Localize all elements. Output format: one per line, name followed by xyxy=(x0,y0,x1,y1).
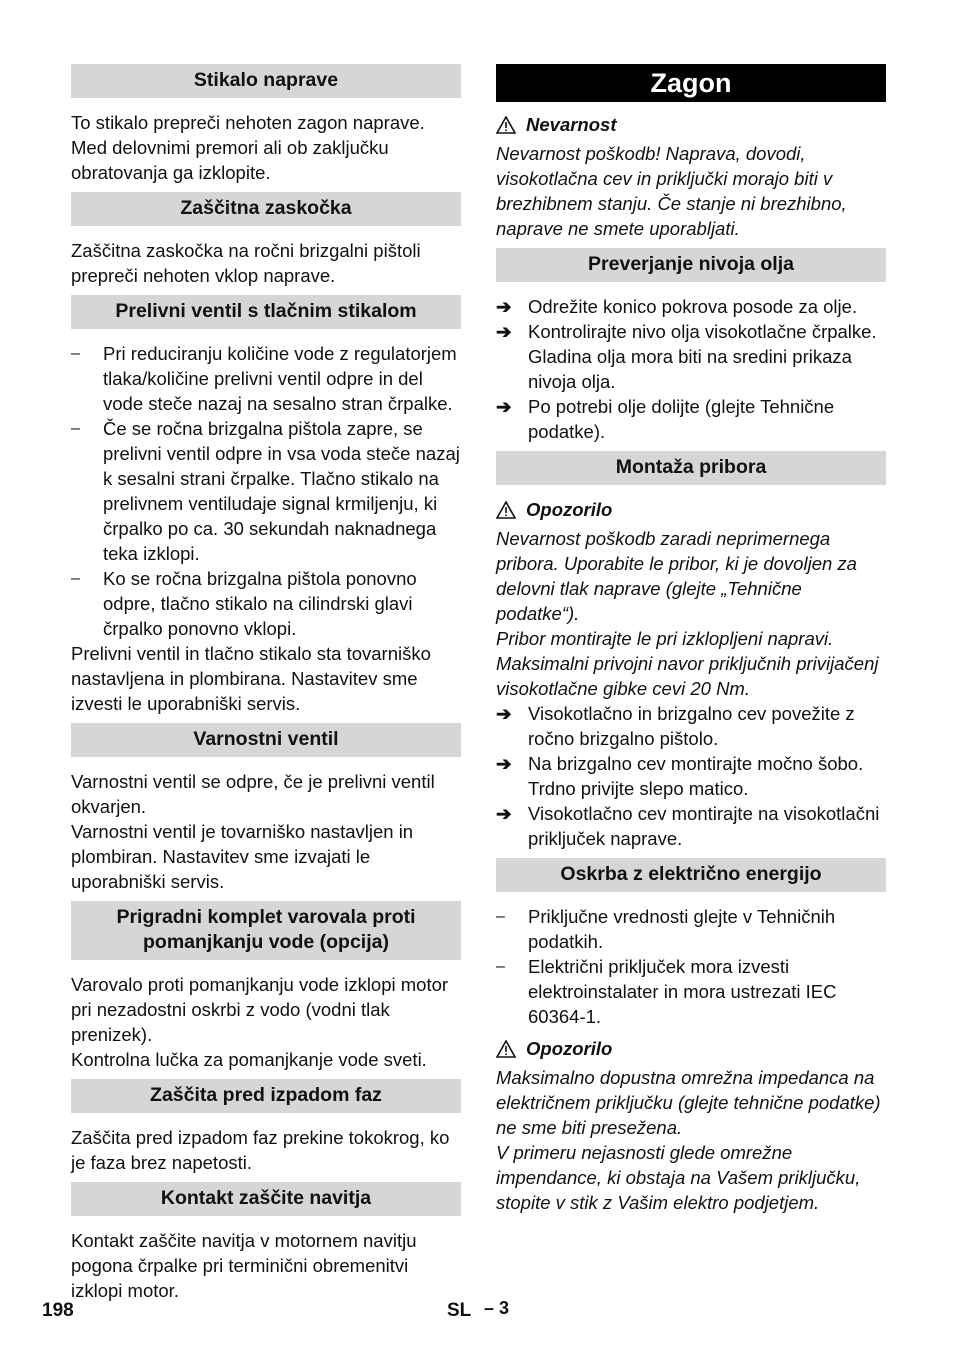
step-item xyxy=(496,394,886,444)
paragraph: Varnostni ventil se odpre, če je prelivni ventil okvarjen. xyxy=(71,771,435,817)
step-text: Na brizgalno cev montirajte močno šobo. Trdno privijte slepo matico. xyxy=(528,753,864,799)
warning-text: V primeru nejasnosti glede omrežne impendance, ki obstaja na Vašem priključku, stopite v stik z Vašim elektro podjetjem. xyxy=(496,1142,861,1213)
paragraph: To stikalo prepreči nehoten zagon naprave. Med delovnimi premori ali ob zaključku obratovanja ga izklopite. xyxy=(71,112,425,183)
heading-kontakt-zascite-navitja: Kontakt zaščite navitja xyxy=(71,1182,461,1216)
step-item xyxy=(496,701,886,751)
warning-text: Maksimalno dopustna omrežna impedanca na električnem priključku (glejte tehnične podatke) ne sme biti presežena. xyxy=(496,1067,881,1138)
warning-text: Nevarnost poškodb zaradi neprimernega pribora. Uporabite le pribor, ki je dovoljen za delovni tlak naprave (glejte „Tehnične podatke“). xyxy=(496,528,857,624)
paragraph: Prelivni ventil in tlačno stikalo sta tovarniško nastavljena in plombirana. Nastavitev sme izvesti le uporabniški servis. xyxy=(71,643,431,714)
arrow-right-icon: ➔ xyxy=(496,296,512,317)
list-item: – Ko se ročna brizgalna pištola ponovno odpre, tlačno stikalo na cilindrski glavi črpalko ponovno vklopi. xyxy=(71,566,461,641)
dash-list xyxy=(71,341,461,641)
paragraph: Zaščita pred izpadom faz prekine tokokrog, ko je faza brez napetosti. xyxy=(71,1127,450,1173)
step-list xyxy=(496,294,886,444)
heading-zascita-pred-izpadom-faz: Zaščita pred izpadom faz xyxy=(71,1079,461,1113)
section-page: – 3 xyxy=(484,1298,510,1318)
warning-label xyxy=(496,497,886,522)
arrow-right-icon: ➔ xyxy=(496,396,512,417)
arrow-right-icon: ➔ xyxy=(496,753,512,774)
warning-label-text: Opozorilo xyxy=(526,1038,613,1059)
list-item: – Priključne vrednosti glejte v Tehničnih podatkih. xyxy=(496,904,886,954)
step-list xyxy=(496,701,886,851)
list-item: – Pri reduciranju količine vode z regulatorjem tlaka/količine prelivni ventil odpre in del vode steče nazaj na sesalno stran črpalke. xyxy=(71,341,461,416)
warning-triangle-icon xyxy=(496,501,516,519)
dash-list xyxy=(496,904,886,1029)
warning-triangle-icon xyxy=(496,1040,516,1058)
step-text: Visokotlačno cev montirajte na visokotlačni priključek naprave. xyxy=(528,803,880,849)
heading-montaza-pribora: Montaža pribora xyxy=(496,451,886,485)
right-column xyxy=(496,64,886,1215)
heading-oskrba-z-elektricno-energijo: Oskrba z električno energijo xyxy=(496,858,886,892)
heading-stikalo-naprave: Stikalo naprave xyxy=(71,64,461,98)
arrow-right-icon: ➔ xyxy=(496,703,512,724)
arrow-right-icon: ➔ xyxy=(496,803,512,824)
list-item: – Če se ročna brizgalna pištola zapre, se prelivni ventil odpre in vsa voda steče nazaj k sesalni strani črpalke. Tlačno stikalo na prelivnem ventiludaje signal krmiljenju, ki črpalko po ca. 30 sekundah naknadnega teka izklopi. xyxy=(71,416,461,566)
heading-prelivni-ventil: Prelivni ventil s tlačnim stikalom xyxy=(71,295,461,329)
warning-text: Nevarnost poškodb! Naprava, dovodi, visokotlačna cev in priključki morajo biti v brezhibnem stanju. Če stanje ni brezhibno, naprave ne smete uporabljati. xyxy=(496,143,847,239)
step-item xyxy=(496,294,886,319)
language-code: SL xyxy=(447,1300,472,1321)
list-item: – Električni priključek mora izvesti elektroinstalater in mora ustrezati IEC 60364-1. xyxy=(496,954,886,1029)
paragraph: Kontrolna lučka za pomanjkanje vode sveti. xyxy=(71,1049,427,1070)
step-item xyxy=(496,751,886,801)
step-text: Kontrolirajte nivo olja visokotlačne črpalke. xyxy=(528,321,877,342)
step-item xyxy=(496,319,886,394)
warning-text: Pribor montirajte le pri izklopljeni napravi. xyxy=(496,628,834,649)
arrow-right-icon: ➔ xyxy=(496,321,512,342)
paragraph: Varovalo proti pomanjkanju vode izklopi motor pri nezadostni oskrbi z vodo (vodni tlak prenizek). xyxy=(71,974,449,1045)
paragraph: Zaščitna zaskočka na ročni brizgalni pištoli prepreči nehoten vklop naprave. xyxy=(71,240,421,286)
warning-label xyxy=(496,1036,886,1061)
left-column xyxy=(71,64,461,1303)
step-text: Visokotlačno in brizgalno cev povežite z ročno brizgalno pištolo. xyxy=(528,703,855,749)
heading-zascitna-zaskocka: Zaščitna zaskočka xyxy=(71,192,461,226)
step-text: Po potrebi olje dolijte (glejte Tehnične podatke). xyxy=(528,396,835,442)
heading-varnostni-ventil: Varnostni ventil xyxy=(71,723,461,757)
paragraph: Kontakt zaščite navitja v motornem navitju pogona črpalke pri terminični obremenitvi izklopi motor. xyxy=(71,1230,417,1301)
warning-label-text: Opozorilo xyxy=(526,499,613,520)
heading-zagon: Zagon xyxy=(496,64,886,102)
heading-preverjanje-nivoja-olja: Preverjanje nivoja olja xyxy=(496,248,886,282)
paragraph: Varnostni ventil je tovarniško nastavljen in plombiran. Nastavitev sme izvajati le uporabniški servis. xyxy=(71,821,414,892)
step-note: Gladina olja mora biti na sredini prikaza nivoja olja. xyxy=(528,346,852,392)
step-item xyxy=(496,801,886,851)
page-number: 198 xyxy=(42,1300,74,1321)
warning-label-text: Nevarnost xyxy=(526,114,617,135)
heading-prigradni-komplet: Prigradni komplet varovala proti pomanjkanju vode (opcija) xyxy=(71,901,461,960)
warning-text: Maksimalni privojni navor priključnih privijačenj visokotlačne gibke cevi 20 Nm. xyxy=(496,653,879,699)
step-text: Odrežite konico pokrova posode za olje. xyxy=(528,296,858,317)
warning-label xyxy=(496,112,886,137)
warning-triangle-icon xyxy=(496,116,516,134)
